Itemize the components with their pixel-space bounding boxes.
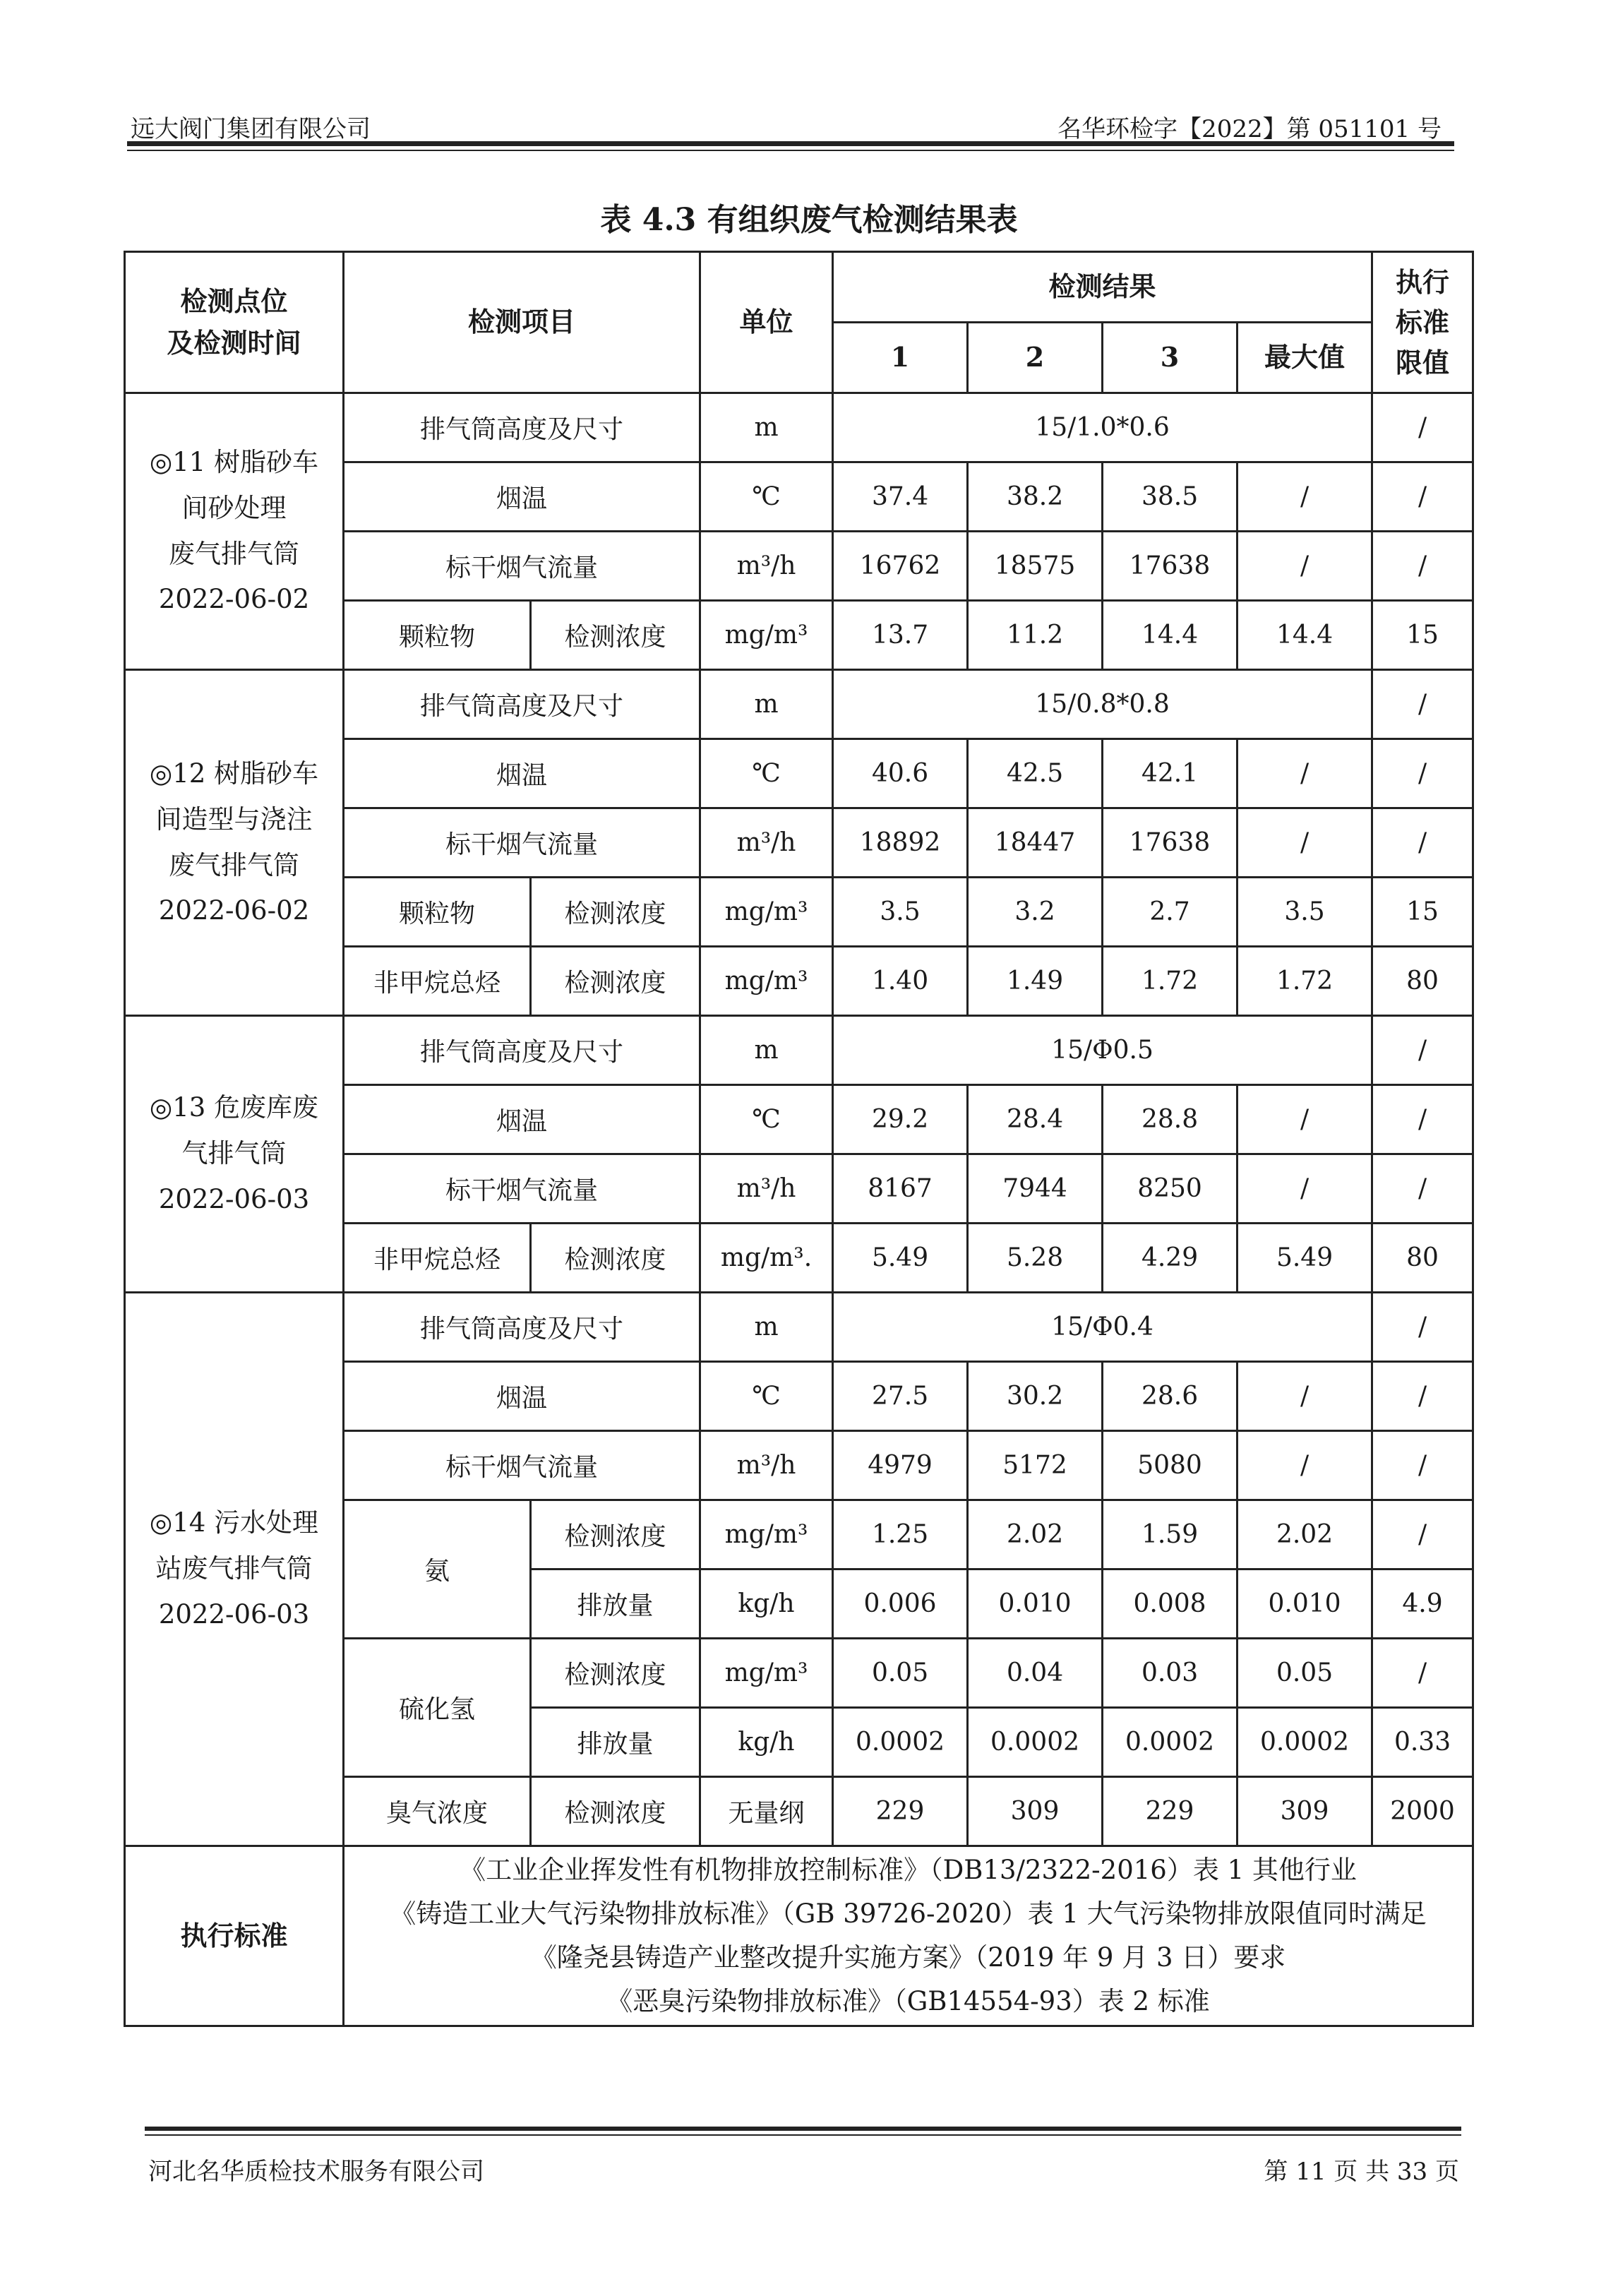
- value-cell: 309: [968, 1777, 1103, 1846]
- value-cell: 0.0002: [833, 1708, 968, 1777]
- value-cell: 14.4: [1103, 601, 1238, 670]
- max-cell: /: [1238, 1431, 1372, 1500]
- value-cell: 5.28: [968, 1224, 1103, 1293]
- item-cell: 烟温: [344, 1362, 700, 1431]
- value-cell: 0.05: [833, 1639, 968, 1708]
- item-cell: 检测浓度: [531, 947, 700, 1016]
- value-cell: 4979: [833, 1431, 968, 1500]
- value-cell: 15/Φ0.5: [833, 1016, 1372, 1085]
- value-cell: 27.5: [833, 1362, 968, 1431]
- value-cell: 1.25: [833, 1500, 968, 1569]
- value-cell: 2.02: [968, 1500, 1103, 1569]
- standard-line: 《铸造工业大气污染物排放标准》（GB 39726-2020）表 1 大气污染物排放限值同时满足: [390, 1898, 1427, 1929]
- limit-cell: /: [1372, 1639, 1473, 1708]
- value-cell: 0.006: [833, 1569, 968, 1639]
- header-limit: [1372, 252, 1473, 393]
- header-limit-text: 执行 标准 限值: [1396, 266, 1450, 378]
- header-location-text: 检测点位 及检测时间: [167, 285, 301, 359]
- max-cell: /: [1238, 1154, 1372, 1224]
- location-13: [125, 1016, 344, 1293]
- unit-cell: ℃: [700, 739, 833, 808]
- value-cell: 5172: [968, 1431, 1103, 1500]
- item-cell: 标干烟气流量: [344, 808, 700, 878]
- max-cell: 2.02: [1238, 1500, 1372, 1569]
- max-cell: 3.5: [1238, 878, 1372, 947]
- unit-cell: 无量纲: [700, 1777, 833, 1846]
- table-title: 表 4.3 有组织废气检测结果表: [600, 202, 1018, 238]
- item-cell: 烟温: [344, 739, 700, 808]
- value-cell: 7944: [968, 1154, 1103, 1224]
- limit-cell: /: [1372, 1431, 1473, 1500]
- unit-cell: mg/m³: [700, 1500, 833, 1569]
- unit-cell: mg/m³: [700, 601, 833, 670]
- unit-cell: m: [700, 1293, 833, 1362]
- header-unit: 单位: [700, 252, 833, 393]
- value-cell: 0.03: [1103, 1639, 1238, 1708]
- standard-line: 《隆尧县铸造产业整改提升实施方案》（2019 年 9 月 3 日）要求: [530, 1942, 1286, 1973]
- max-cell: /: [1238, 1362, 1372, 1431]
- standard-line: 《恶臭污染物排放标准》（GB14554-93）表 2 标准: [606, 1986, 1210, 2017]
- item-cell: 排放量: [531, 1569, 700, 1639]
- item-cell: 检测浓度: [531, 1224, 700, 1293]
- limit-cell: /: [1372, 532, 1473, 601]
- value-cell: 42.1: [1103, 739, 1238, 808]
- unit-cell: m³/h: [700, 1154, 833, 1224]
- value-cell: 0.0002: [968, 1708, 1103, 1777]
- limit-cell: /: [1372, 1293, 1473, 1362]
- value-cell: 5.49: [833, 1224, 968, 1293]
- header-rule-thick: [127, 141, 1454, 146]
- value-cell: 2.7: [1103, 878, 1238, 947]
- max-cell: 0.010: [1238, 1569, 1372, 1639]
- limit-cell: /: [1372, 670, 1473, 739]
- max-cell: /: [1238, 739, 1372, 808]
- max-cell: /: [1238, 808, 1372, 878]
- value-cell: 18892: [833, 808, 968, 878]
- value-cell: 28.8: [1103, 1085, 1238, 1154]
- item-cell: 排气筒高度及尺寸: [344, 393, 700, 462]
- item-cell: 排气筒高度及尺寸: [344, 1016, 700, 1085]
- header-item: 检测项目: [344, 252, 700, 393]
- limit-cell: /: [1372, 1362, 1473, 1431]
- limit-cell: /: [1372, 1016, 1473, 1085]
- item-cell: 标干烟气流量: [344, 532, 700, 601]
- unit-cell: m: [700, 670, 833, 739]
- pollutant-cell: 颗粒物: [344, 601, 531, 670]
- unit-cell: m: [700, 393, 833, 462]
- standards-text: [344, 1846, 1473, 2026]
- limit-cell: /: [1372, 1500, 1473, 1569]
- value-cell: 3.2: [968, 878, 1103, 947]
- item-cell: 检测浓度: [531, 1777, 700, 1846]
- header-location: [125, 252, 344, 393]
- limit-cell: 80: [1372, 1224, 1473, 1293]
- limit-cell: 2000: [1372, 1777, 1473, 1846]
- item-cell: 排气筒高度及尺寸: [344, 1293, 700, 1362]
- standard-line: 《工业企业挥发性有机物排放控制标准》（DB13/2322-2016）表 1 其他行业: [460, 1854, 1357, 1885]
- page-number: 第 11 页 共 33 页: [1264, 2158, 1459, 2186]
- value-cell: 229: [1103, 1777, 1238, 1846]
- item-cell: 排放量: [531, 1708, 700, 1777]
- location-14: [125, 1293, 344, 1846]
- value-cell: 38.5: [1103, 462, 1238, 532]
- value-cell: 40.6: [833, 739, 968, 808]
- footer-company: 河北名华质检技术服务有限公司: [148, 2158, 484, 2186]
- max-cell: 1.72: [1238, 947, 1372, 1016]
- item-cell: 检测浓度: [531, 601, 700, 670]
- footer-rule-thin: [145, 2134, 1461, 2136]
- limit-cell: 80: [1372, 947, 1473, 1016]
- location-12-text: ◎12 树脂砂车 间造型与浇注 废气排气筒 2022-06-02: [149, 758, 319, 926]
- value-cell: 15/1.0*0.6: [833, 393, 1372, 462]
- header-run-2: 2: [968, 323, 1103, 393]
- value-cell: 42.5: [968, 739, 1103, 808]
- limit-cell: /: [1372, 1085, 1473, 1154]
- item-cell: 检测浓度: [531, 1639, 700, 1708]
- item-cell: 检测浓度: [531, 878, 700, 947]
- report-number: 名华环检字【2022】第 051101 号: [1057, 115, 1442, 143]
- limit-cell: /: [1372, 1154, 1473, 1224]
- unit-cell: mg/m³: [700, 1639, 833, 1708]
- value-cell: 28.4: [968, 1085, 1103, 1154]
- max-cell: /: [1238, 1085, 1372, 1154]
- header-run-1: 1: [833, 323, 968, 393]
- table-row: [125, 1016, 1473, 1085]
- value-cell: 0.008: [1103, 1569, 1238, 1639]
- max-cell: /: [1238, 462, 1372, 532]
- limit-cell: /: [1372, 393, 1473, 462]
- max-cell: 5.49: [1238, 1224, 1372, 1293]
- value-cell: 15/Φ0.4: [833, 1293, 1372, 1362]
- location-11-text: ◎11 树脂砂车 间砂处理 废气排气筒 2022-06-02: [149, 447, 319, 615]
- max-cell: /: [1238, 532, 1372, 601]
- pollutant-cell: 颗粒物: [344, 878, 531, 947]
- value-cell: 38.2: [968, 462, 1103, 532]
- value-cell: 0.010: [968, 1569, 1103, 1639]
- value-cell: 28.6: [1103, 1362, 1238, 1431]
- limit-cell: /: [1372, 462, 1473, 532]
- item-cell: 检测浓度: [531, 1500, 700, 1569]
- value-cell: 18575: [968, 532, 1103, 601]
- value-cell: 1.59: [1103, 1500, 1238, 1569]
- header-max: 最大值: [1238, 323, 1372, 393]
- value-cell: 0.04: [968, 1639, 1103, 1708]
- table-row: [125, 393, 1473, 462]
- limit-cell: 15: [1372, 878, 1473, 947]
- item-cell: 标干烟气流量: [344, 1154, 700, 1224]
- pollutant-cell: 臭气浓度: [344, 1777, 531, 1846]
- value-cell: 1.49: [968, 947, 1103, 1016]
- table-row: [125, 670, 1473, 739]
- unit-cell: ℃: [700, 1362, 833, 1431]
- pollutant-ammonia: 氨: [344, 1500, 531, 1639]
- item-cell: 烟温: [344, 1085, 700, 1154]
- max-cell: 0.05: [1238, 1639, 1372, 1708]
- limit-cell: /: [1372, 808, 1473, 878]
- table-row: [125, 1293, 1473, 1362]
- pollutant-cell: 非甲烷总烃: [344, 1224, 531, 1293]
- unit-cell: m³/h: [700, 1431, 833, 1500]
- value-cell: 229: [833, 1777, 968, 1846]
- limit-cell: 4.9: [1372, 1569, 1473, 1639]
- results-table: [124, 251, 1474, 2027]
- value-cell: 8167: [833, 1154, 968, 1224]
- value-cell: 8250: [1103, 1154, 1238, 1224]
- unit-cell: m³/h: [700, 532, 833, 601]
- unit-cell: kg/h: [700, 1708, 833, 1777]
- value-cell: 17638: [1103, 532, 1238, 601]
- value-cell: 15/0.8*0.8: [833, 670, 1372, 739]
- unit-cell: m³/h: [700, 808, 833, 878]
- header-rule-thin: [127, 150, 1454, 151]
- limit-cell: 15: [1372, 601, 1473, 670]
- unit-cell: m: [700, 1016, 833, 1085]
- value-cell: 1.72: [1103, 947, 1238, 1016]
- max-cell: 0.0002: [1238, 1708, 1372, 1777]
- item-cell: 排气筒高度及尺寸: [344, 670, 700, 739]
- unit-cell: mg/m³.: [700, 1224, 833, 1293]
- value-cell: 0.0002: [1103, 1708, 1238, 1777]
- location-11: [125, 393, 344, 670]
- unit-cell: mg/m³: [700, 878, 833, 947]
- value-cell: 16762: [833, 532, 968, 601]
- value-cell: 13.7: [833, 601, 968, 670]
- unit-cell: kg/h: [700, 1569, 833, 1639]
- value-cell: 37.4: [833, 462, 968, 532]
- unit-cell: mg/m³: [700, 947, 833, 1016]
- header-company: 远大阀门集团有限公司: [131, 115, 371, 143]
- pollutant-cell: 非甲烷总烃: [344, 947, 531, 1016]
- pollutant-hydrogen-sulfide: 硫化氢: [344, 1639, 531, 1777]
- unit-cell: ℃: [700, 462, 833, 532]
- header-run-3: 3: [1103, 323, 1238, 393]
- location-13-text: ◎13 危废库废 气排气筒 2022-06-03: [149, 1092, 319, 1214]
- max-cell: 309: [1238, 1777, 1372, 1846]
- limit-cell: /: [1372, 739, 1473, 808]
- standards-label: 执行标准: [125, 1846, 344, 2026]
- limit-cell: 0.33: [1372, 1708, 1473, 1777]
- value-cell: 1.40: [833, 947, 968, 1016]
- value-cell: 5080: [1103, 1431, 1238, 1500]
- location-14-text: ◎14 污水处理 站废气排气筒 2022-06-03: [149, 1507, 319, 1630]
- value-cell: 4.29: [1103, 1224, 1238, 1293]
- location-12: [125, 670, 344, 1016]
- value-cell: 11.2: [968, 601, 1103, 670]
- value-cell: 18447: [968, 808, 1103, 878]
- item-cell: 标干烟气流量: [344, 1431, 700, 1500]
- footer-rule-thick: [145, 2127, 1461, 2131]
- header-results: 检测结果: [833, 252, 1372, 323]
- value-cell: 30.2: [968, 1362, 1103, 1431]
- value-cell: 29.2: [833, 1085, 968, 1154]
- unit-cell: ℃: [700, 1085, 833, 1154]
- value-cell: 3.5: [833, 878, 968, 947]
- max-cell: 14.4: [1238, 601, 1372, 670]
- item-cell: 烟温: [344, 462, 700, 532]
- value-cell: 17638: [1103, 808, 1238, 878]
